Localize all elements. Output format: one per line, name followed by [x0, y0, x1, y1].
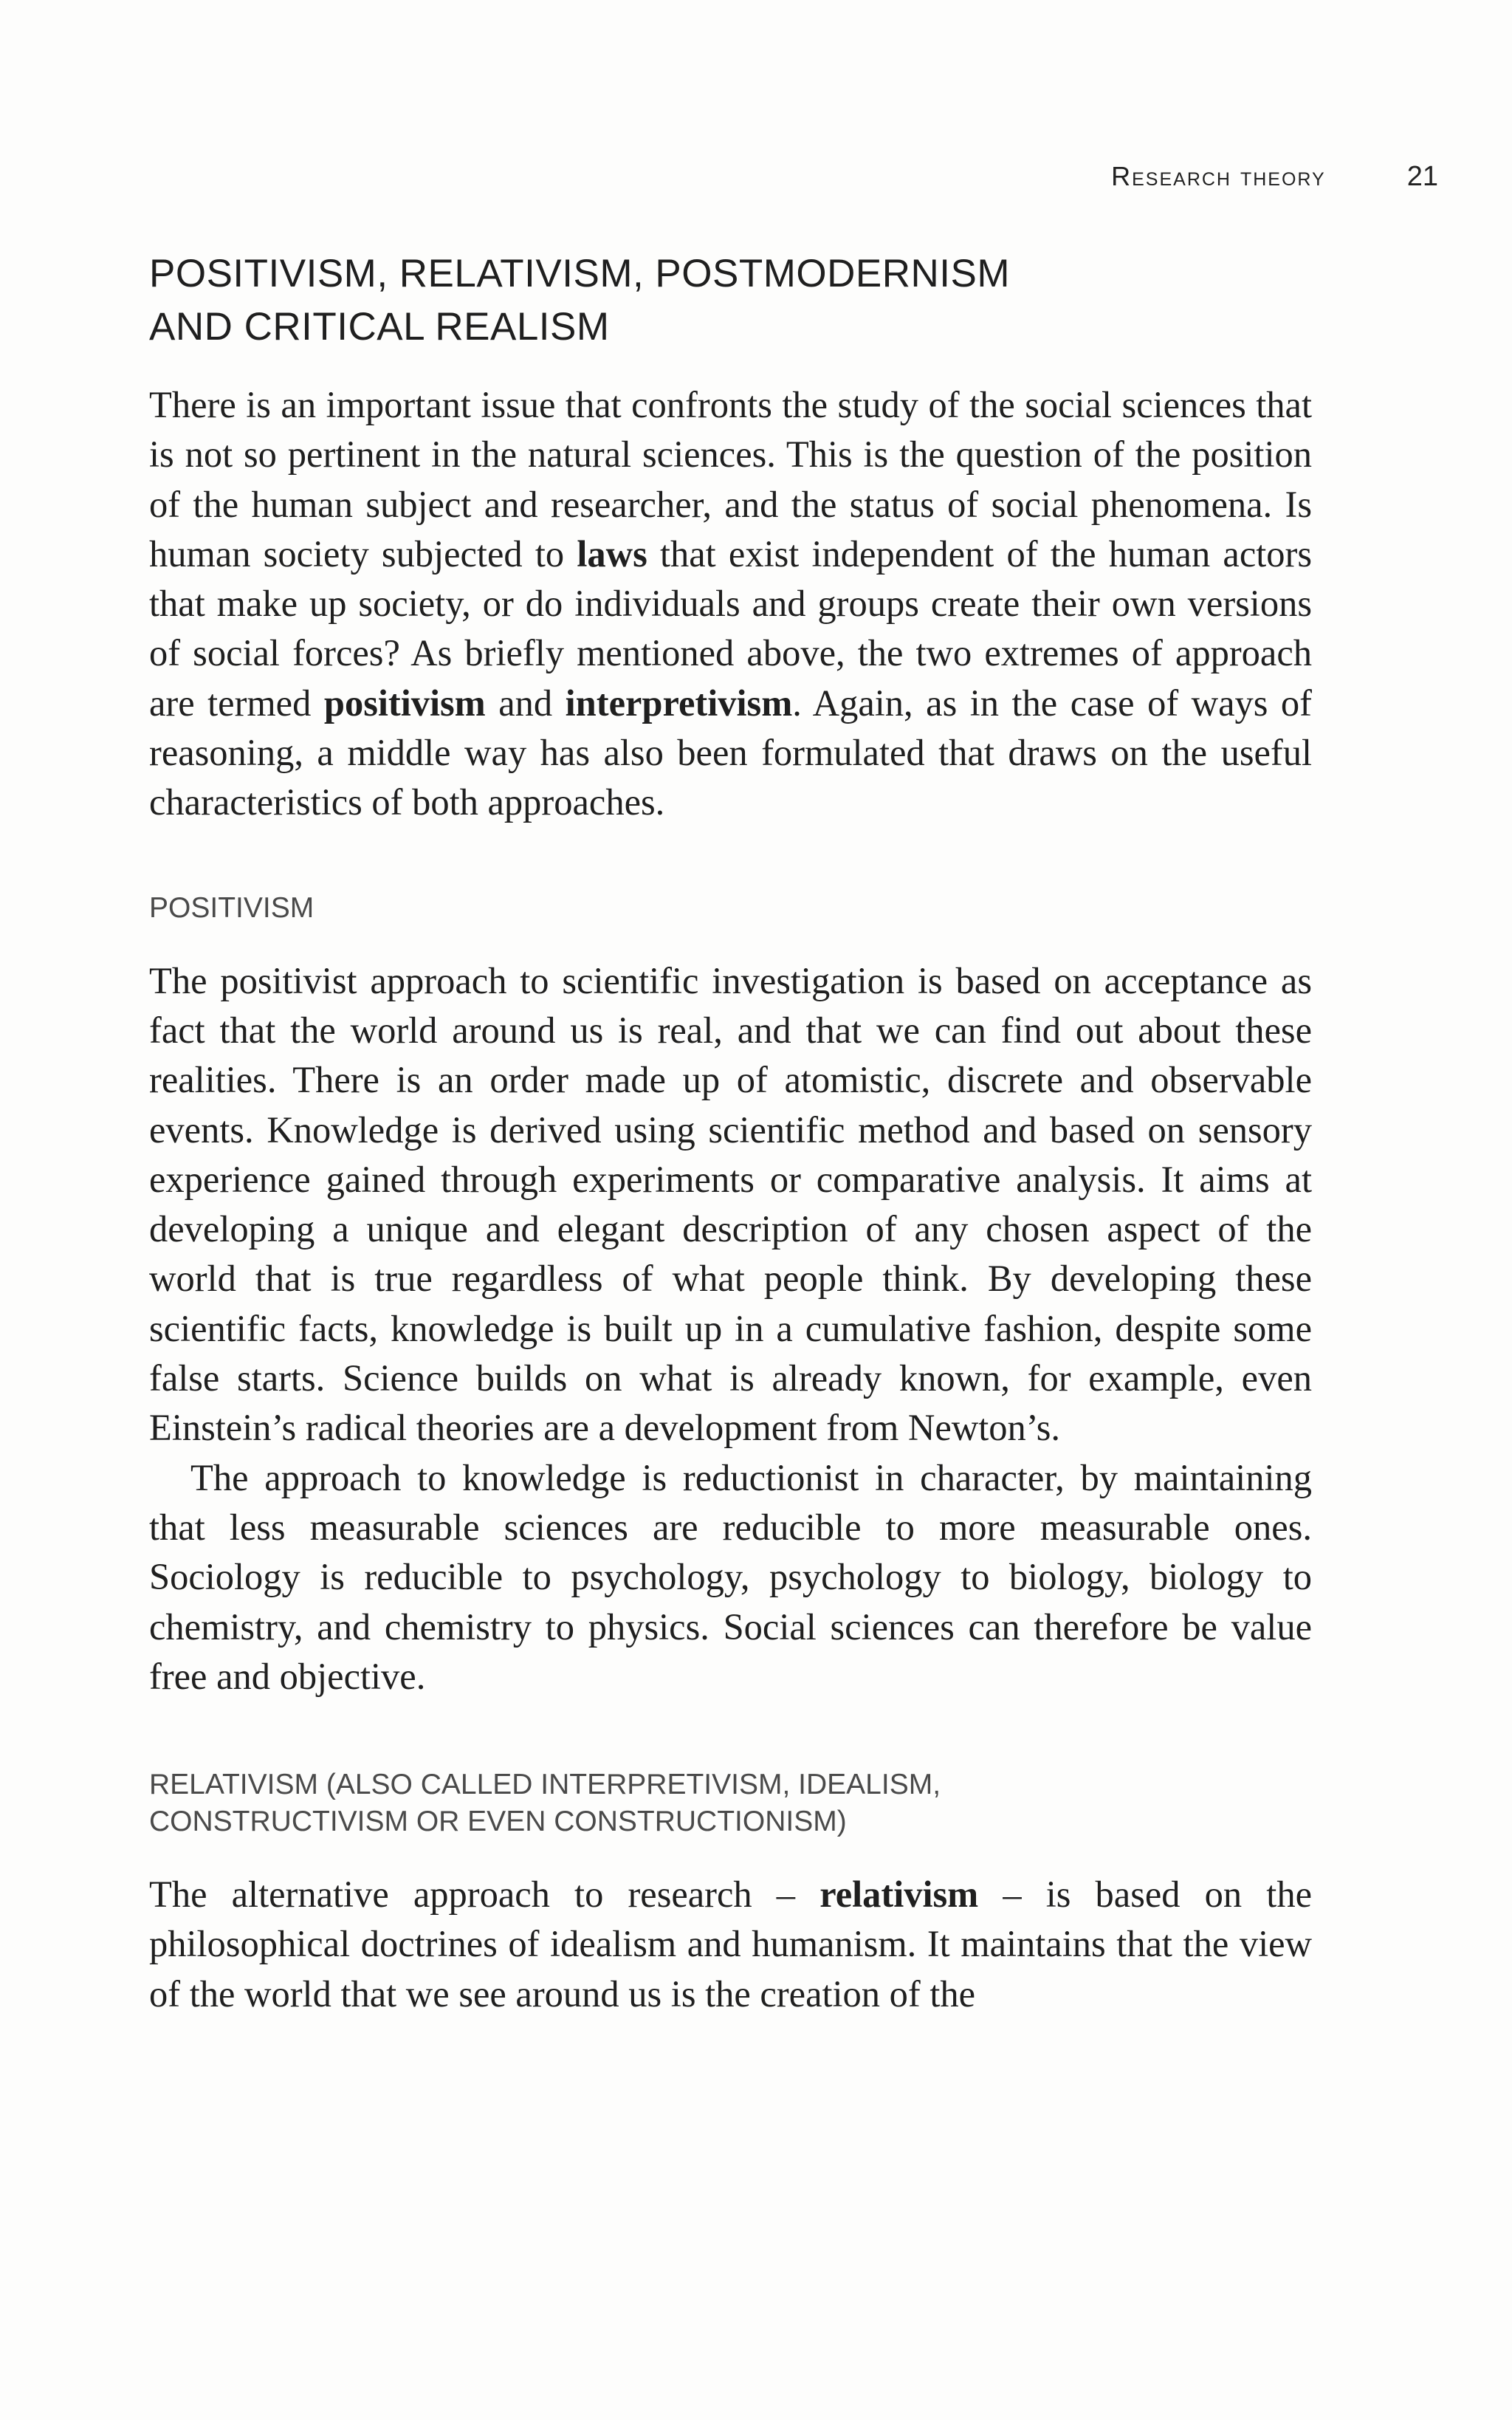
- running-head-title: Research theory: [1111, 161, 1326, 191]
- positivism-paragraph-2: The approach to knowledge is reductionist in character, by maintaining that less measurable sciences are reducible to more measurable ones. Sociology is reducible to psychology, psychology to biology, biology to chemistry, and chemistry to physics. Social sciences can therefore be value free and objective.: [149, 1456, 1312, 1697]
- term-laws: laws: [577, 532, 647, 575]
- relativism-paragraph: [149, 1870, 1312, 2019]
- intro-text-3: and: [485, 682, 566, 724]
- running-head: [1111, 161, 1438, 193]
- section-heading-line1: POSITIVISM, RELATIVISM, POSTMODERNISM: [149, 252, 1010, 295]
- term-interpretivism: interpretivism: [565, 682, 793, 724]
- intro-text-1: There is an important issue that confronts the study of the social sciences that is not so pertinent in the natural sciences. This is the question of the position of the human subject and researcher, and the status of social phenomena. Is human society subjected to: [149, 384, 1312, 575]
- term-relativism: relativism: [819, 1874, 979, 1916]
- intro-text-4: . Again, as in the case of ways of reasoning, a middle way has also been formulated that draws on the useful characteristics of both approaches.: [149, 682, 1312, 823]
- spacer: [149, 1701, 1312, 1766]
- relativism-heading: [149, 1766, 1035, 1840]
- page-number: 21: [1406, 161, 1438, 192]
- intro-paragraph: [149, 380, 1312, 828]
- intro-text-2: that exist independent of the human actors that make up society, or do individuals and groups create their own versions of social forces? As briefly mentioned above, the two extremes of approach are termed: [149, 532, 1312, 724]
- spacer: [149, 828, 1312, 890]
- relativism-text-2: – is based on the philosophical doctrines of idealism and humanism. It maintains that the view of the world that we see around us is the creation of the: [149, 1874, 1312, 2015]
- positivism-heading: POSITIVISM: [149, 891, 315, 924]
- section-heading-line2: AND CRITICAL REALISM: [149, 305, 610, 349]
- relativism-heading-line1: RELATIVISM (ALSO CALLED INTERPRETIVISM, IDEALISM,: [149, 1769, 941, 1801]
- relativism-heading-line2: CONSTRUCTIVISM OR EVEN CONSTRUCTIONISM): [149, 1806, 847, 1838]
- term-positivism: positivism: [323, 682, 486, 724]
- relativism-text-1: The alternative approach to research –: [149, 1874, 820, 1916]
- page-content: [149, 247, 1312, 2019]
- section-heading: [149, 247, 1035, 354]
- positivism-paragraph-1: The positivist approach to scientific investigation is based on acceptance as fact that the world around us is real, and that we can find out about these realities. There is an order made up of atomistic, discrete and observable events. Knowledge is derived using scientific method and based on sensory experience gained through experiments or comparative analysis. It aims at developing a unique and elegant description of any chosen aspect of the world that is true regardless of what people think. By developing these scientific facts, knowledge is built up in a cumulative fashion, despite some false starts. Science builds on what is already known, for example, even Einstein’s radical theories are a development from Newton’s.: [149, 959, 1312, 1449]
